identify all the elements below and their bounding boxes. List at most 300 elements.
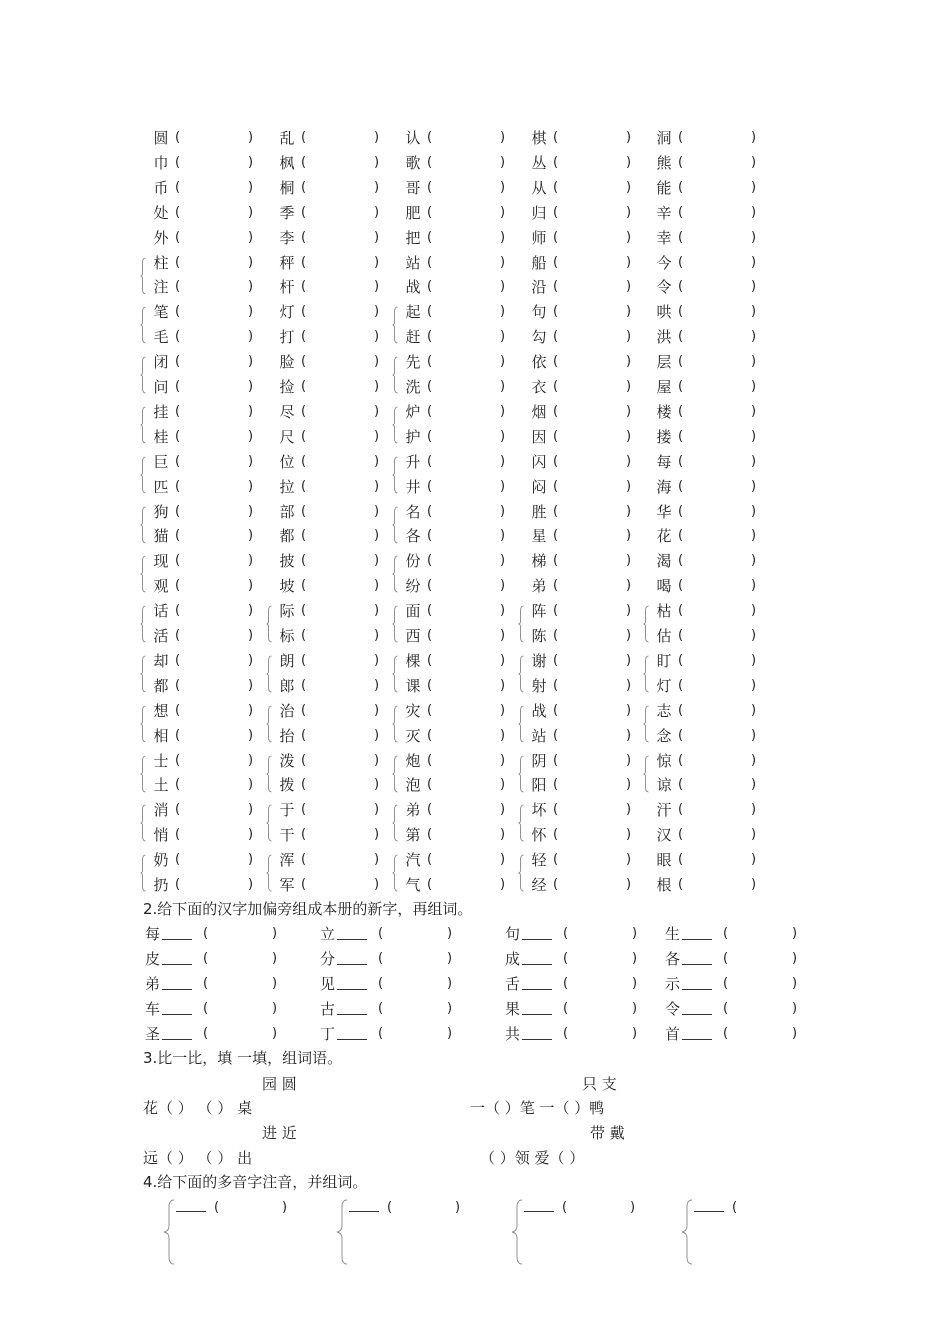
paren-open: ( — [301, 329, 307, 345]
paren-close: ) — [626, 453, 632, 469]
character: 从 — [531, 178, 547, 197]
paren-open: ( — [553, 279, 559, 295]
paren-close: ) — [500, 628, 506, 643]
character: 消 — [153, 801, 169, 820]
character: 圆 — [153, 129, 169, 147]
paren-open: ( — [723, 975, 729, 991]
answer-blank[interactable] — [162, 925, 192, 940]
paren-close: ) — [374, 453, 380, 469]
paren-close: ) — [248, 453, 254, 469]
pair-brace-icon — [392, 506, 398, 544]
character: 士 — [153, 751, 169, 770]
answer-blank[interactable] — [522, 1025, 552, 1040]
paren-open: ( — [175, 204, 181, 220]
paren-open: ( — [427, 453, 433, 469]
pair-brace-icon — [140, 854, 146, 892]
answer-blank[interactable] — [337, 975, 367, 990]
character: 渴 — [656, 552, 672, 571]
character: 哄 — [656, 303, 672, 322]
base-character: 共 — [505, 1024, 521, 1043]
paren-close: ) — [248, 354, 254, 370]
radical-cell — [145, 924, 278, 944]
paren-close: ) — [248, 503, 254, 519]
paren-close: ) — [374, 603, 380, 619]
paren-close: ) — [374, 329, 380, 345]
paren-close: ) — [374, 677, 380, 693]
polyphone-brace-icon — [680, 1198, 694, 1266]
character: 泡 — [405, 776, 421, 795]
paren-open: ( — [553, 453, 559, 469]
paren-open: ( — [678, 478, 684, 494]
character: 勾 — [531, 328, 547, 347]
paren-open: ( — [301, 254, 307, 270]
paren-open: ( — [553, 528, 559, 544]
paren-close: ) — [248, 802, 254, 818]
answer-blank[interactable] — [522, 975, 552, 990]
paren-open: ( — [723, 1000, 729, 1016]
paren-open: ( — [175, 603, 181, 619]
answer-blank[interactable] — [337, 950, 367, 965]
character: 抬 — [279, 726, 295, 745]
character: 枯 — [656, 602, 672, 621]
answer-blank[interactable] — [682, 950, 712, 965]
character: 井 — [405, 477, 421, 496]
pinyin-blank[interactable] — [694, 1211, 724, 1212]
paren-close: ) — [751, 628, 757, 643]
paren-close: ) — [751, 428, 757, 444]
character: 站 — [405, 253, 421, 272]
character: 护 — [405, 427, 421, 446]
paren-close: ) — [751, 677, 757, 693]
character: 都 — [279, 527, 295, 546]
character: 外 — [153, 228, 169, 247]
character: 面 — [405, 602, 421, 621]
paren-close: ) — [751, 329, 757, 345]
character: 哥 — [405, 178, 421, 197]
paren-open: ( — [723, 926, 729, 941]
paren-open: ( — [553, 329, 559, 345]
character: 份 — [405, 552, 421, 571]
character: 挂 — [153, 402, 169, 421]
answer-blank[interactable] — [682, 975, 712, 990]
paren-close: ) — [751, 652, 757, 668]
character: 杆 — [279, 278, 295, 297]
pair-brace-icon — [140, 257, 146, 295]
paren-close: ) — [751, 877, 757, 892]
paren-close: ) — [248, 827, 254, 843]
paren-close: ) — [626, 428, 632, 444]
paren-close: ) — [626, 727, 632, 743]
paren-open: ( — [553, 802, 559, 818]
character: 屋 — [656, 378, 672, 396]
character: 标 — [279, 627, 295, 645]
character: 汉 — [656, 826, 672, 845]
paren-close: ) — [751, 503, 757, 519]
character: 猫 — [153, 527, 169, 546]
paren-open: ( — [678, 702, 684, 718]
paren-open: ( — [427, 204, 433, 220]
paren-close: ) — [500, 304, 506, 320]
paren-close: ) — [500, 130, 506, 145]
paren-open: ( — [427, 154, 433, 170]
radical-cell — [505, 1024, 638, 1044]
paren-open: ( — [553, 578, 559, 594]
paren-open: ( — [301, 852, 307, 868]
paren-close: ) — [792, 975, 798, 991]
character: 季 — [279, 203, 295, 222]
character: 课 — [405, 676, 421, 695]
paren-open: ( — [175, 677, 181, 693]
paren-close: ) — [626, 254, 632, 270]
pair-brace-icon — [266, 804, 272, 842]
pair-brace-icon — [392, 854, 398, 892]
character: 赶 — [405, 328, 421, 347]
character: 于 — [279, 801, 295, 820]
paren-open: ( — [678, 154, 684, 170]
character: 念 — [656, 726, 672, 745]
paren-open: ( — [553, 503, 559, 519]
paren-open: ( — [427, 603, 433, 619]
paren-open: ( — [427, 677, 433, 693]
compare-row1-right: 一（ ）笔 一（ ）鸭 — [470, 1099, 605, 1117]
paren-close: ) — [500, 827, 506, 843]
paren-open: ( — [427, 428, 433, 444]
paren-close: ) — [632, 975, 638, 991]
character: 丛 — [531, 153, 547, 172]
pinyin-blank[interactable] — [349, 1211, 379, 1212]
character: 处 — [153, 203, 169, 222]
radical-cell — [320, 1024, 453, 1044]
paren-open: ( — [732, 1200, 738, 1215]
answer-blank[interactable] — [162, 1025, 192, 1040]
paren-open: ( — [378, 975, 384, 991]
paren-close: ) — [272, 926, 278, 941]
paren-open: ( — [678, 354, 684, 370]
radical-cell — [505, 999, 638, 1019]
paren-close: ) — [751, 379, 757, 394]
paren-open: ( — [678, 578, 684, 594]
paren-close: ) — [792, 926, 798, 941]
paren-open: ( — [203, 950, 209, 966]
character: 陈 — [531, 627, 547, 645]
character: 句 — [531, 303, 547, 322]
paren-open: ( — [203, 975, 209, 991]
base-character: 句 — [505, 925, 521, 943]
paren-open: ( — [678, 204, 684, 220]
character: 沿 — [531, 278, 547, 297]
character: 怀 — [531, 826, 547, 845]
pair-brace-icon — [140, 506, 146, 544]
paren-open: ( — [678, 304, 684, 320]
paren-open: ( — [553, 379, 559, 394]
character: 气 — [405, 876, 421, 894]
paren-close: ) — [248, 428, 254, 444]
paren-close: ) — [632, 926, 638, 941]
paren-open: ( — [175, 702, 181, 718]
character: 问 — [153, 378, 169, 396]
paren-open: ( — [553, 403, 559, 419]
paren-close: ) — [751, 553, 757, 569]
paren-open: ( — [678, 179, 684, 195]
paren-open: ( — [203, 1025, 209, 1041]
paren-open: ( — [427, 279, 433, 295]
paren-close: ) — [626, 130, 632, 145]
paren-open: ( — [301, 130, 307, 145]
answer-blank[interactable] — [162, 950, 192, 965]
paren-close: ) — [374, 777, 380, 793]
paren-close: ) — [374, 727, 380, 743]
character: 能 — [656, 178, 672, 197]
character: 弟 — [531, 577, 547, 596]
radical-cell — [320, 949, 453, 969]
paren-open: ( — [427, 752, 433, 768]
character: 盯 — [656, 651, 672, 670]
radical-cell — [665, 924, 798, 944]
paren-open: ( — [427, 652, 433, 668]
paren-close: ) — [447, 926, 453, 941]
radical-cell — [665, 999, 798, 1019]
answer-blank[interactable] — [682, 1025, 712, 1040]
paren-close: ) — [751, 229, 757, 245]
paren-close: ) — [248, 254, 254, 270]
paren-close: ) — [447, 975, 453, 991]
pair-brace-icon — [392, 356, 398, 394]
base-character: 皮 — [145, 949, 161, 968]
section3-title: 3.比一比，填 一填，组词语。 — [143, 1049, 343, 1067]
paren-close: ) — [248, 204, 254, 220]
paren-open: ( — [175, 528, 181, 544]
character: 志 — [656, 701, 672, 720]
character: 闭 — [153, 353, 169, 372]
character: 肥 — [405, 203, 421, 222]
paren-close: ) — [626, 752, 632, 768]
character: 毛 — [153, 328, 169, 347]
paren-open: ( — [553, 628, 559, 643]
pinyin-blank[interactable] — [524, 1211, 554, 1212]
paren-close: ) — [751, 777, 757, 793]
radical-cell — [320, 999, 453, 1019]
paren-open: ( — [175, 777, 181, 793]
paren-close: ) — [626, 528, 632, 544]
paren-close: ) — [248, 379, 254, 394]
paren-open: ( — [553, 179, 559, 195]
answer-blank[interactable] — [522, 950, 552, 965]
paren-close: ) — [248, 329, 254, 345]
paren-close: ) — [374, 478, 380, 494]
pair-brace-icon — [266, 655, 272, 693]
answer-blank[interactable] — [522, 1000, 552, 1015]
paren-open: ( — [678, 852, 684, 868]
base-character: 立 — [320, 925, 336, 943]
paren-open: ( — [427, 528, 433, 544]
character: 坏 — [531, 801, 547, 820]
paren-open: ( — [427, 802, 433, 818]
paren-close: ) — [500, 777, 506, 793]
paren-open: ( — [175, 578, 181, 594]
paren-open: ( — [378, 1025, 384, 1041]
paren-close: ) — [751, 254, 757, 270]
paren-close: ) — [500, 279, 506, 295]
paren-close: ) — [374, 553, 380, 569]
pair-brace-icon — [140, 555, 146, 593]
paren-open: ( — [301, 229, 307, 245]
paren-open: ( — [175, 802, 181, 818]
paren-open: ( — [562, 1200, 568, 1215]
character: 花 — [656, 527, 672, 546]
character: 师 — [531, 228, 547, 247]
answer-blank[interactable] — [337, 1000, 367, 1015]
character: 船 — [531, 253, 547, 272]
base-character: 弟 — [145, 974, 161, 993]
polyphone-brace-icon — [510, 1198, 524, 1266]
character: 坡 — [279, 577, 295, 596]
paren-open: ( — [427, 702, 433, 718]
character: 把 — [405, 228, 421, 247]
paren-close: ) — [500, 379, 506, 394]
character: 枫 — [279, 153, 295, 172]
paren-close: ) — [374, 179, 380, 195]
paren-close: ) — [374, 428, 380, 444]
paren-open: ( — [301, 204, 307, 220]
character: 依 — [531, 353, 547, 372]
paren-open: ( — [301, 578, 307, 594]
paren-close: ) — [500, 403, 506, 419]
paren-close: ) — [626, 777, 632, 793]
base-character: 成 — [505, 949, 521, 968]
character: 海 — [656, 477, 672, 496]
pinyin-blank[interactable] — [176, 1211, 206, 1212]
paren-open: ( — [301, 802, 307, 818]
character: 喝 — [656, 577, 672, 596]
paren-close: ) — [500, 154, 506, 170]
paren-close: ) — [374, 254, 380, 270]
paren-open: ( — [678, 777, 684, 793]
paren-close: ) — [751, 179, 757, 195]
pair-brace-icon — [643, 705, 649, 743]
character: 胜 — [531, 502, 547, 521]
character: 郎 — [279, 676, 295, 695]
paren-open: ( — [427, 354, 433, 370]
paren-open: ( — [203, 926, 209, 941]
answer-blank[interactable] — [337, 925, 367, 940]
radical-cell — [665, 974, 798, 994]
character: 西 — [405, 627, 421, 645]
paren-open: ( — [678, 403, 684, 419]
paren-open: ( — [301, 453, 307, 469]
paren-close: ) — [500, 727, 506, 743]
base-character: 圣 — [145, 1024, 161, 1043]
paren-open: ( — [301, 603, 307, 619]
character: 捡 — [279, 378, 295, 396]
paren-open: ( — [175, 453, 181, 469]
paren-close: ) — [626, 229, 632, 245]
paren-open: ( — [175, 403, 181, 419]
paren-close: ) — [632, 950, 638, 966]
paren-close: ) — [751, 453, 757, 469]
paren-close: ) — [751, 827, 757, 843]
pair-brace-icon — [392, 655, 398, 693]
paren-close: ) — [500, 553, 506, 569]
paren-open: ( — [301, 478, 307, 494]
answer-blank[interactable] — [337, 1025, 367, 1040]
paren-close: ) — [500, 578, 506, 594]
character: 桐 — [279, 178, 295, 197]
pair-brace-icon — [140, 755, 146, 793]
character: 相 — [153, 726, 169, 745]
paren-close: ) — [626, 204, 632, 220]
paren-close: ) — [500, 528, 506, 544]
pair-brace-icon — [140, 655, 146, 693]
paren-close: ) — [500, 453, 506, 469]
paren-open: ( — [427, 229, 433, 245]
paren-open: ( — [553, 130, 559, 145]
base-character: 示 — [665, 974, 681, 993]
paren-open: ( — [678, 229, 684, 245]
paren-open: ( — [175, 628, 181, 643]
paren-open: ( — [427, 852, 433, 868]
paren-open: ( — [563, 1025, 569, 1041]
answer-blank[interactable] — [522, 925, 552, 940]
paren-close: ) — [626, 403, 632, 419]
paren-open: ( — [427, 628, 433, 643]
paren-close: ) — [626, 677, 632, 693]
paren-open: ( — [175, 179, 181, 195]
compare-row1-left: 花（ ） （ ） 桌 — [143, 1099, 253, 1117]
paren-close: ) — [374, 628, 380, 643]
pair-brace-icon — [140, 804, 146, 842]
paren-open: ( — [563, 950, 569, 966]
paren-open: ( — [553, 877, 559, 892]
paren-close: ) — [248, 852, 254, 868]
paren-open: ( — [301, 877, 307, 892]
paren-open: ( — [678, 130, 684, 145]
paren-close: ) — [374, 752, 380, 768]
base-character: 首 — [665, 1024, 681, 1043]
base-character: 舌 — [505, 974, 521, 993]
character: 阴 — [531, 751, 547, 770]
character: 战 — [405, 278, 421, 297]
pair-brace-icon — [266, 605, 272, 643]
pair-brace-icon — [392, 804, 398, 842]
pair-brace-icon — [392, 306, 398, 344]
paren-open: ( — [175, 304, 181, 320]
paren-close: ) — [751, 578, 757, 594]
answer-blank[interactable] — [162, 975, 192, 990]
character: 轻 — [531, 851, 547, 870]
answer-blank[interactable] — [682, 925, 712, 940]
paren-open: ( — [678, 428, 684, 444]
paren-open: ( — [387, 1200, 393, 1215]
radical-cell — [320, 974, 453, 994]
paren-open: ( — [678, 603, 684, 619]
paren-close: ) — [626, 702, 632, 718]
pair-brace-icon — [140, 456, 146, 494]
answer-blank[interactable] — [162, 1000, 192, 1015]
paren-close: ) — [272, 1000, 278, 1016]
paren-open: ( — [553, 827, 559, 843]
paren-open: ( — [175, 752, 181, 768]
character: 治 — [279, 701, 295, 720]
character: 认 — [405, 129, 421, 147]
paren-close: ) — [500, 229, 506, 245]
paren-close: ) — [374, 379, 380, 394]
paren-close: ) — [248, 628, 254, 643]
character: 桂 — [153, 427, 169, 446]
character: 币 — [153, 178, 169, 197]
answer-blank[interactable] — [682, 1000, 712, 1015]
paren-open: ( — [427, 553, 433, 569]
paren-open: ( — [427, 329, 433, 345]
